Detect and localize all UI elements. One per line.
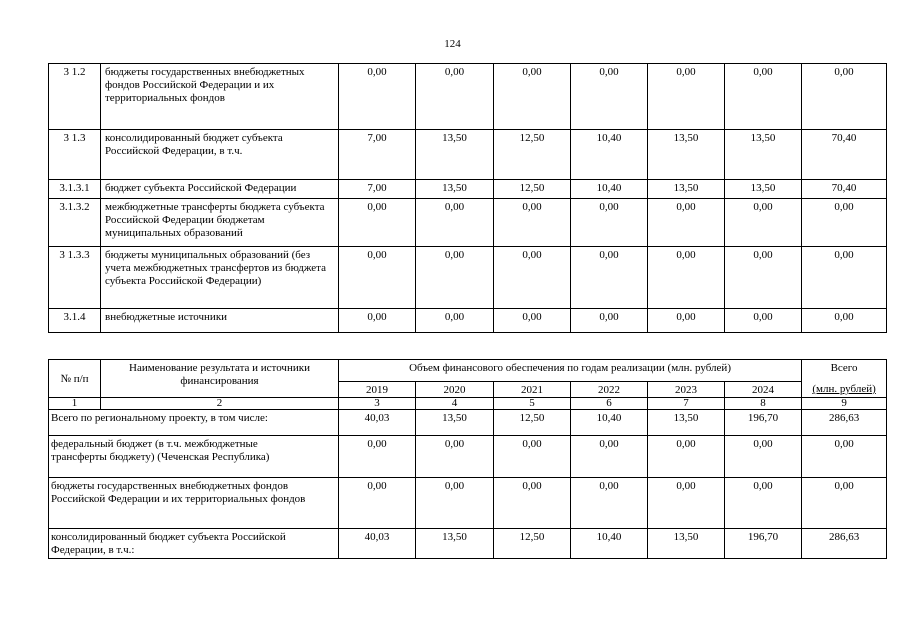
table-row	[49, 529, 887, 559]
row-value: 13,50	[648, 410, 725, 436]
row-value: 0,00	[494, 436, 571, 478]
row-value: 196,70	[725, 410, 802, 436]
header-year: 2022	[571, 382, 648, 398]
table-row	[49, 130, 887, 180]
table-row	[49, 309, 887, 333]
header-volume: Объем финансового обеспечения по годам реализации (млн. рублей)	[339, 360, 802, 382]
row-value: 0,00	[802, 199, 887, 247]
row-value: 7,00	[339, 180, 416, 199]
table-row	[49, 410, 887, 436]
row-value: 12,50	[494, 410, 571, 436]
row-name: бюджеты государственных внебюджетных фондов Российской Федерации и их территориальных фондов	[101, 64, 339, 130]
row-value: 0,00	[339, 64, 416, 130]
header-year: 2023	[648, 382, 725, 398]
row-value: 13,50	[648, 130, 725, 180]
index-cell: 5	[494, 398, 571, 410]
table-row	[49, 436, 887, 478]
row-value: 13,50	[725, 180, 802, 199]
row-value: 0,00	[725, 478, 802, 529]
header-total-top: Всего	[830, 362, 858, 374]
row-value: 0,00	[416, 199, 494, 247]
row-value: 0,00	[494, 309, 571, 333]
row-name: межбюджетные трансферты бюджета субъекта Российской Федерации бюджетам муниципальных образований	[101, 199, 339, 247]
row-value: 0,00	[725, 199, 802, 247]
row-code: 3.1.4	[49, 309, 101, 333]
row-value: 13,50	[416, 180, 494, 199]
row-value: 12,50	[494, 529, 571, 559]
row-value: 0,00	[802, 478, 887, 529]
index-cell: 3	[339, 398, 416, 410]
row-value: 0,00	[416, 247, 494, 309]
row-value: 0,00	[725, 436, 802, 478]
header-total-bottom: (млн. рублей)	[812, 383, 876, 395]
row-value: 0,00	[339, 436, 416, 478]
row-name: бюджеты муниципальных образований (без учета межбюджетных трансфертов из бюджета субъекта Российской Федерации)	[101, 247, 339, 309]
row-code: 3.1.3.2	[49, 199, 101, 247]
row-value: 40,03	[339, 529, 416, 559]
row-code: 3 1.3	[49, 130, 101, 180]
index-cell: 8	[725, 398, 802, 410]
index-cell: 2	[101, 398, 339, 410]
header-year: 2021	[494, 382, 571, 398]
table-row	[49, 478, 887, 529]
row-value: 70,40	[802, 180, 887, 199]
row-code: 3.1.3.1	[49, 180, 101, 199]
row-value: 0,00	[494, 199, 571, 247]
row-value: 0,00	[648, 478, 725, 529]
row-value: 0,00	[802, 436, 887, 478]
row-value: 12,50	[494, 180, 571, 199]
row-value: 13,50	[416, 529, 494, 559]
row-value: 0,00	[494, 247, 571, 309]
row-value: 40,03	[339, 410, 416, 436]
row-value: 0,00	[339, 247, 416, 309]
header-name: Наименование результата и источники финансирования	[101, 360, 339, 398]
row-name: Всего по региональному проекту, в том числе:	[49, 410, 339, 436]
row-value: 0,00	[416, 64, 494, 130]
row-value: 13,50	[416, 410, 494, 436]
row-value: 0,00	[571, 199, 648, 247]
table-row	[49, 199, 887, 247]
header-total	[802, 360, 887, 398]
row-value: 286,63	[802, 410, 887, 436]
row-value: 0,00	[339, 478, 416, 529]
header-num: № п/п	[49, 360, 101, 398]
index-cell: 9	[802, 398, 887, 410]
row-value: 0,00	[802, 247, 887, 309]
row-value: 10,40	[571, 529, 648, 559]
row-value: 0,00	[571, 247, 648, 309]
row-value: 0,00	[802, 64, 887, 130]
row-name: бюджет субъекта Российской Федерации	[101, 180, 339, 199]
row-name: бюджеты государственных внебюджетных фондов Российской Федерации и их территориальных фондов	[49, 478, 339, 529]
row-value: 0,00	[339, 199, 416, 247]
row-code: 3 1.3.3	[49, 247, 101, 309]
row-value: 13,50	[648, 180, 725, 199]
row-value: 13,50	[416, 130, 494, 180]
row-value: 0,00	[571, 309, 648, 333]
row-name: консолидированный бюджет субъекта Российской Федерации, в т.ч.:	[49, 529, 339, 559]
row-value: 12,50	[494, 130, 571, 180]
row-value: 0,00	[725, 247, 802, 309]
row-value: 0,00	[494, 478, 571, 529]
row-value: 0,00	[648, 199, 725, 247]
row-value: 0,00	[648, 247, 725, 309]
financing-summary-table	[48, 359, 887, 559]
row-value: 0,00	[571, 478, 648, 529]
header-year: 2019	[339, 382, 416, 398]
row-value: 10,40	[571, 180, 648, 199]
row-name: консолидированный бюджет субъекта Российской Федерации, в т.ч.	[101, 130, 339, 180]
row-name: внебюджетные источники	[101, 309, 339, 333]
financing-table-continued	[48, 63, 887, 333]
index-cell: 7	[648, 398, 725, 410]
row-name: федеральный бюджет (в т.ч. межбюджетные трансферты бюджету) (Чеченская Республика)	[49, 436, 339, 478]
row-value: 10,40	[571, 410, 648, 436]
row-value: 13,50	[725, 130, 802, 180]
row-value: 0,00	[802, 309, 887, 333]
row-value: 0,00	[648, 64, 725, 130]
row-value: 0,00	[416, 478, 494, 529]
table-row	[49, 64, 887, 130]
row-value: 0,00	[571, 436, 648, 478]
row-value: 0,00	[648, 309, 725, 333]
row-value: 0,00	[648, 436, 725, 478]
row-value: 0,00	[494, 64, 571, 130]
row-value: 70,40	[802, 130, 887, 180]
page-number: 124	[444, 38, 461, 50]
row-value: 286,63	[802, 529, 887, 559]
row-value: 10,40	[571, 130, 648, 180]
row-value: 0,00	[725, 309, 802, 333]
header-year: 2020	[416, 382, 494, 398]
row-value: 0,00	[725, 64, 802, 130]
row-value: 13,50	[648, 529, 725, 559]
table-row	[49, 180, 887, 199]
row-value: 196,70	[725, 529, 802, 559]
row-code: 3 1.2	[49, 64, 101, 130]
row-value: 0,00	[339, 309, 416, 333]
index-cell: 1	[49, 398, 101, 410]
row-value: 7,00	[339, 130, 416, 180]
index-cell: 6	[571, 398, 648, 410]
table-row	[49, 247, 887, 309]
row-value: 0,00	[416, 436, 494, 478]
index-cell: 4	[416, 398, 494, 410]
row-value: 0,00	[416, 309, 494, 333]
header-year: 2024	[725, 382, 802, 398]
row-value: 0,00	[571, 64, 648, 130]
